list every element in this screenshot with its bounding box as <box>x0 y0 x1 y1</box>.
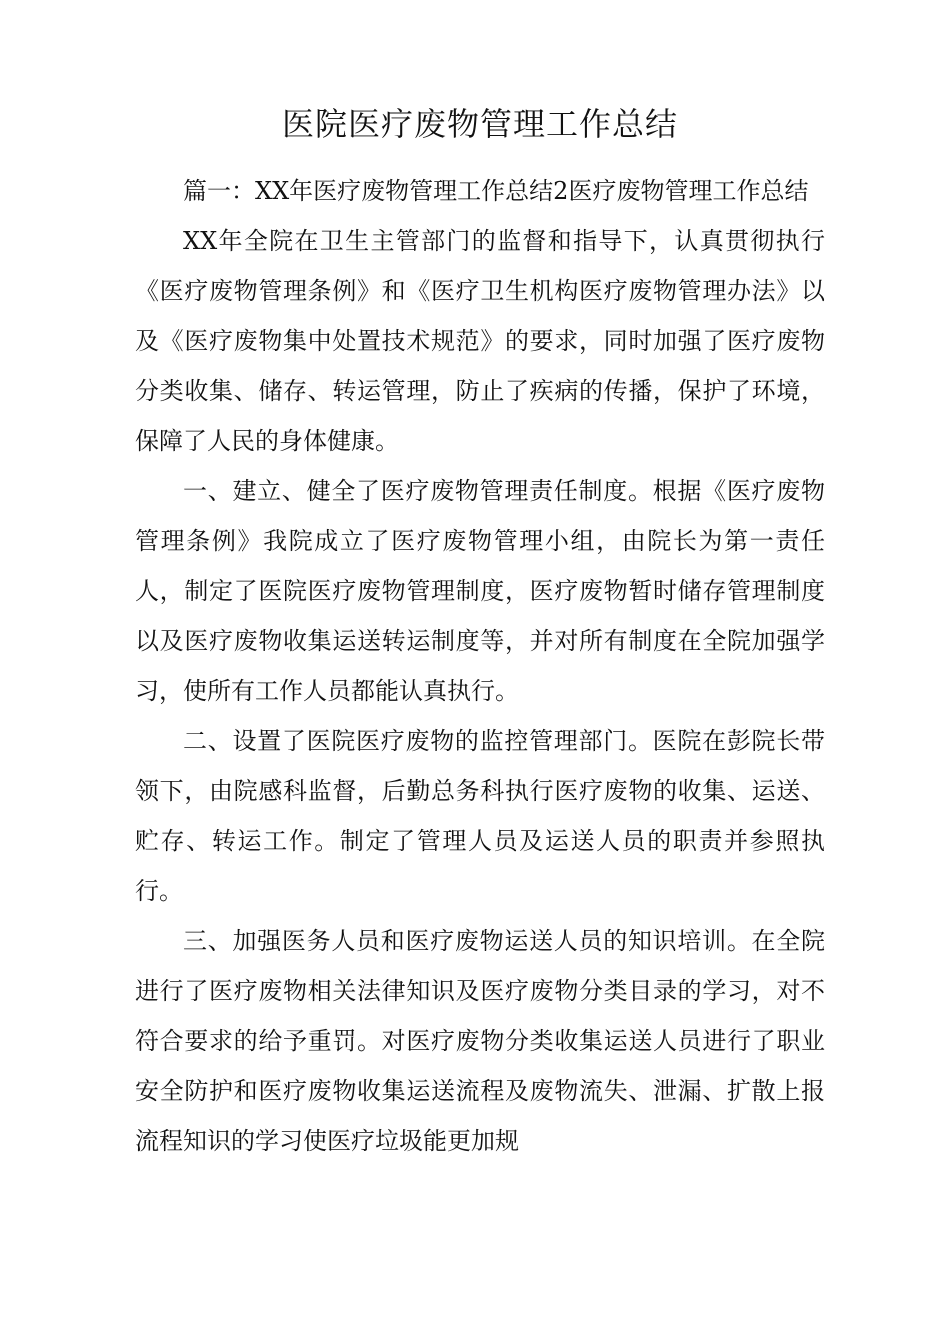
paragraph-intro: XX年全院在卫生主管部门的监督和指导下，认真贯彻执行《医疗废物管理条例》和《医疗卫生机构医疗废物管理办法》以及《医疗废物集中处置技术规范》的要求，同时加强了医疗废物分类收集、储存、转运管理，防止了疾病的传播，保护了环境，保障了人民的身体健康。 <box>135 227 825 455</box>
document-subtitle: 篇一：XX年医疗废物管理工作总结2医疗废物管理工作总结 <box>183 177 809 205</box>
paragraph-section-2: 二、设置了医院医疗废物的监控管理部门。医院在彭院长带领下，由院感科监督，后勤总务科执行医疗废物的收集、运送、贮存、转运工作。制定了管理人员及运送人员的职责并参照执行。 <box>135 727 825 905</box>
document-page <box>135 96 825 1166</box>
paragraph-section-3: 三、加强医务人员和医疗废物运送人员的知识培训。在全院进行了医疗废物相关法律知识及医疗废物分类目录的学习，对不符合要求的给予重罚。对医疗废物分类收集运送人员进行了职业安全防护和医疗废物收集运送流程及废物流失、泄漏、扩散上报流程知识的学习使医疗垃圾能更加规 <box>135 927 825 1155</box>
document-title: 医院医疗废物管理工作总结 <box>281 105 678 143</box>
paragraph-section-1: 一、建立、健全了医疗废物管理责任制度。根据《医疗废物管理条例》我院成立了医疗废物管理小组，由院长为第一责任人，制定了医院医疗废物管理制度，医疗废物暂时储存管理制度以及医疗废物收集运送转运制度等，并对所有制度在全院加强学习，使所有工作人员都能认真执行。 <box>135 477 825 705</box>
